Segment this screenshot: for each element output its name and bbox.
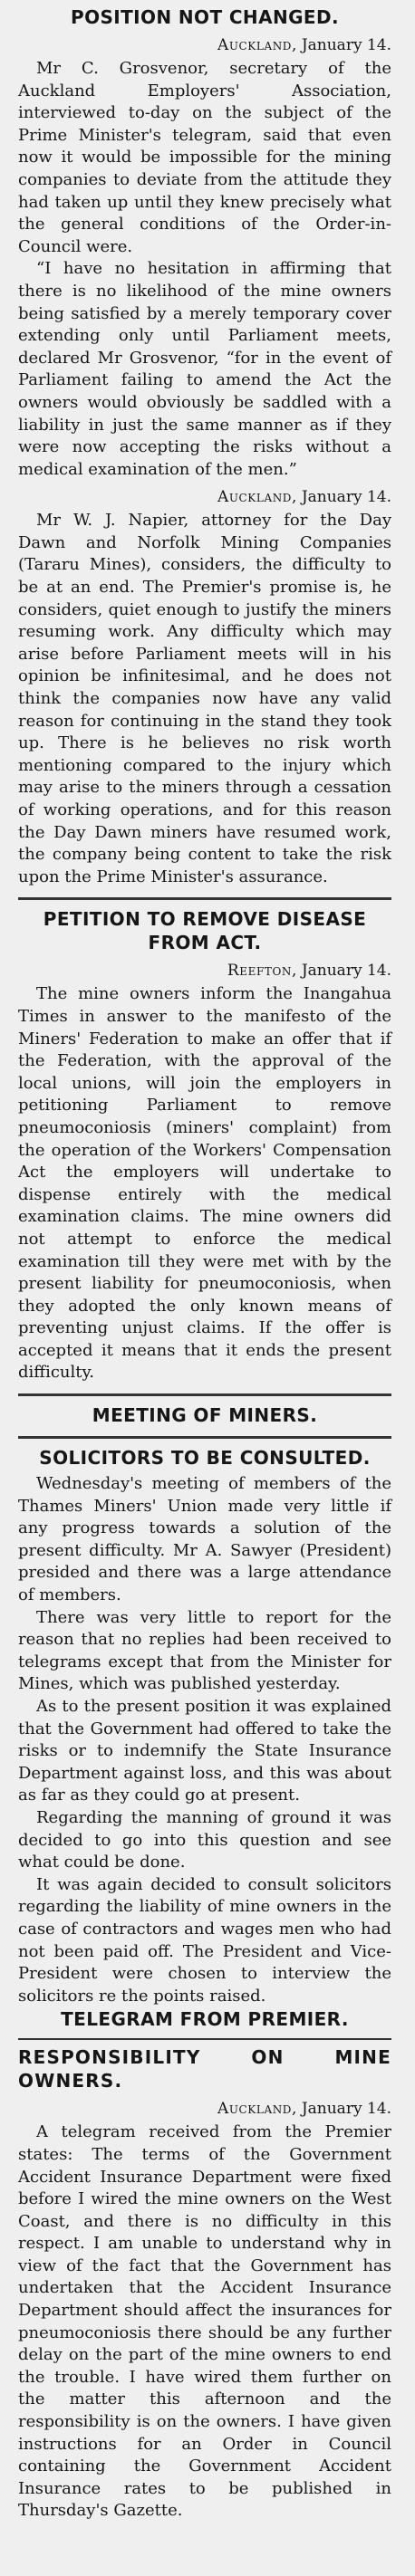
paragraph: A telegram received from the Premier states: The terms of the Government Accident Insurance Department were fixed before I wired the mine owners on the West Coast, and there is no difficulty in this respect. I am unable to understand why in view of the fact that the Government has undertaken that the Accident Insurance Department should affect the insurances for pneumoconiosis there should be any further delay on the part of the mine owners to end the trouble. I have wired them further on the matter this afternoon and the responsibility is on the owners. I have given instructions for an Order in Council containing the Government Accident Insurance rates to be published in Thursday's Gazette. [18, 2122, 391, 2521]
article-solicitors [18, 1446, 391, 2007]
article-heading: TELEGRAM FROM PREMIER. [61, 2008, 349, 2031]
article-heading: RESPONSIBILITY ON MINE OWNERS. [18, 2046, 391, 2092]
dateline: Reefton, January 14. [227, 962, 391, 981]
article-meeting-of-miners [18, 1403, 391, 1427]
newspaper-column [18, 5, 391, 2523]
paragraph: Mr W. J. Napier, attorney for the Day Dawn and Norfolk Mining Companies (Tararu Mines), considers, the difficulty to be at an end. The Premier's promise is, he considers, quiet enough to justify the miners resuming work. Any difficulty which may arise before Parliament meets will in his opinion be infinitesimal, and he does not think the companies now have any valid reason for continuing in the stand they took up. There is he believes no risk worth mentioning compared to the injury which may arise to the miners through a cessation of working operations, and for this reason the Day Dawn miners have resumed work, the company being content to take the risk upon the Prime Minister's assurance. [18, 511, 391, 886]
paragraph: Mr C. Grosvenor, secretary of the Auckland Employers' Association, interviewed to-day on the subject of the Prime Minister's telegram, said that even now it would be impossible for the mining companies to deviate from the attitude they had taken up until they knew precisely what the general conditions of the Order-in-Council were. [18, 59, 391, 256]
paragraph: Wednesday's meeting of members of the Thames Miners' Union made very little if any progress towards a solution of the present difficulty. Mr A. Sawyer (President) presided and there was a large attendance of members. [18, 1474, 391, 1605]
article-position-not-changed [18, 5, 391, 888]
article-responsibility [18, 2045, 391, 2523]
article-heading: POSITION NOT CHANGED. [71, 6, 339, 28]
paragraph: The mine owners inform the Inangahua Times in answer to the manifesto of the Miners' Federation to make an offer that if the Federation, with the approval of the local unions, will join the employers in petitioning Parliament to remove pneumoconiosis (miners' complaint) from the operation of the Workers' Compensation Act the employers will undertake to dispense entirely with the medical examination claims. The mine owners did not attempt to enforce the medical examination till they were met with by the present liability for pneumoconiosis, when they adopted the only known means of preventing unjust claims. If the offer is accepted it means that it ends the present difficulty. [18, 984, 391, 1383]
paragraph: “I have no hesitation in affirming that there is no likelihood of the mine owners being satisfied by a merely temporary cover extending only until Parliament meets, declared Mr Grosvenor, “for in the event of Parliament failing to amend the Act the owners would obviously be saddled with a liability in just the same manner as if they were now accepting the risks without a medical examination of the men.” [18, 259, 391, 479]
paragraph: Regarding the manning of ground it was decided to go into this question and see what could be done. [18, 1807, 391, 1872]
dateline: Auckland, January 14. [217, 36, 391, 54]
dateline: Auckland, January 14. [217, 488, 391, 507]
article-telegram [18, 2007, 391, 2031]
article-heading: MEETING OF MINERS. [92, 1404, 318, 1427]
paragraph: It was again decided to consult solicitors regarding the liability of mine owners in the case of contractors and wages men who had not been paid off. The President and Vice-President were chosen to interview the solicitors re the points raised. [18, 1874, 391, 2006]
paragraph: As to the present position it was explained that the Government had offered to take the risks or to indemnify the State Insurance Department against loss, and this was about as far as they could go at present. [18, 1697, 391, 1805]
paragraph: There was very little to report for the reason that no replies had been received to telegrams except that from the Minister for Mines, which was published yesterday. [18, 1607, 391, 1694]
article-petition [18, 907, 391, 1384]
column-rule [18, 897, 391, 900]
dateline: Auckland, January 14. [217, 2100, 391, 2119]
column-rule [18, 1393, 391, 1396]
article-heading: PETITION TO REMOVE DISEASE FROM ACT. [43, 908, 367, 954]
column-rule [18, 2038, 391, 2040]
article-heading: SOLICITORS TO BE CONSULTED. [39, 1447, 371, 1470]
column-rule [18, 1436, 391, 1439]
